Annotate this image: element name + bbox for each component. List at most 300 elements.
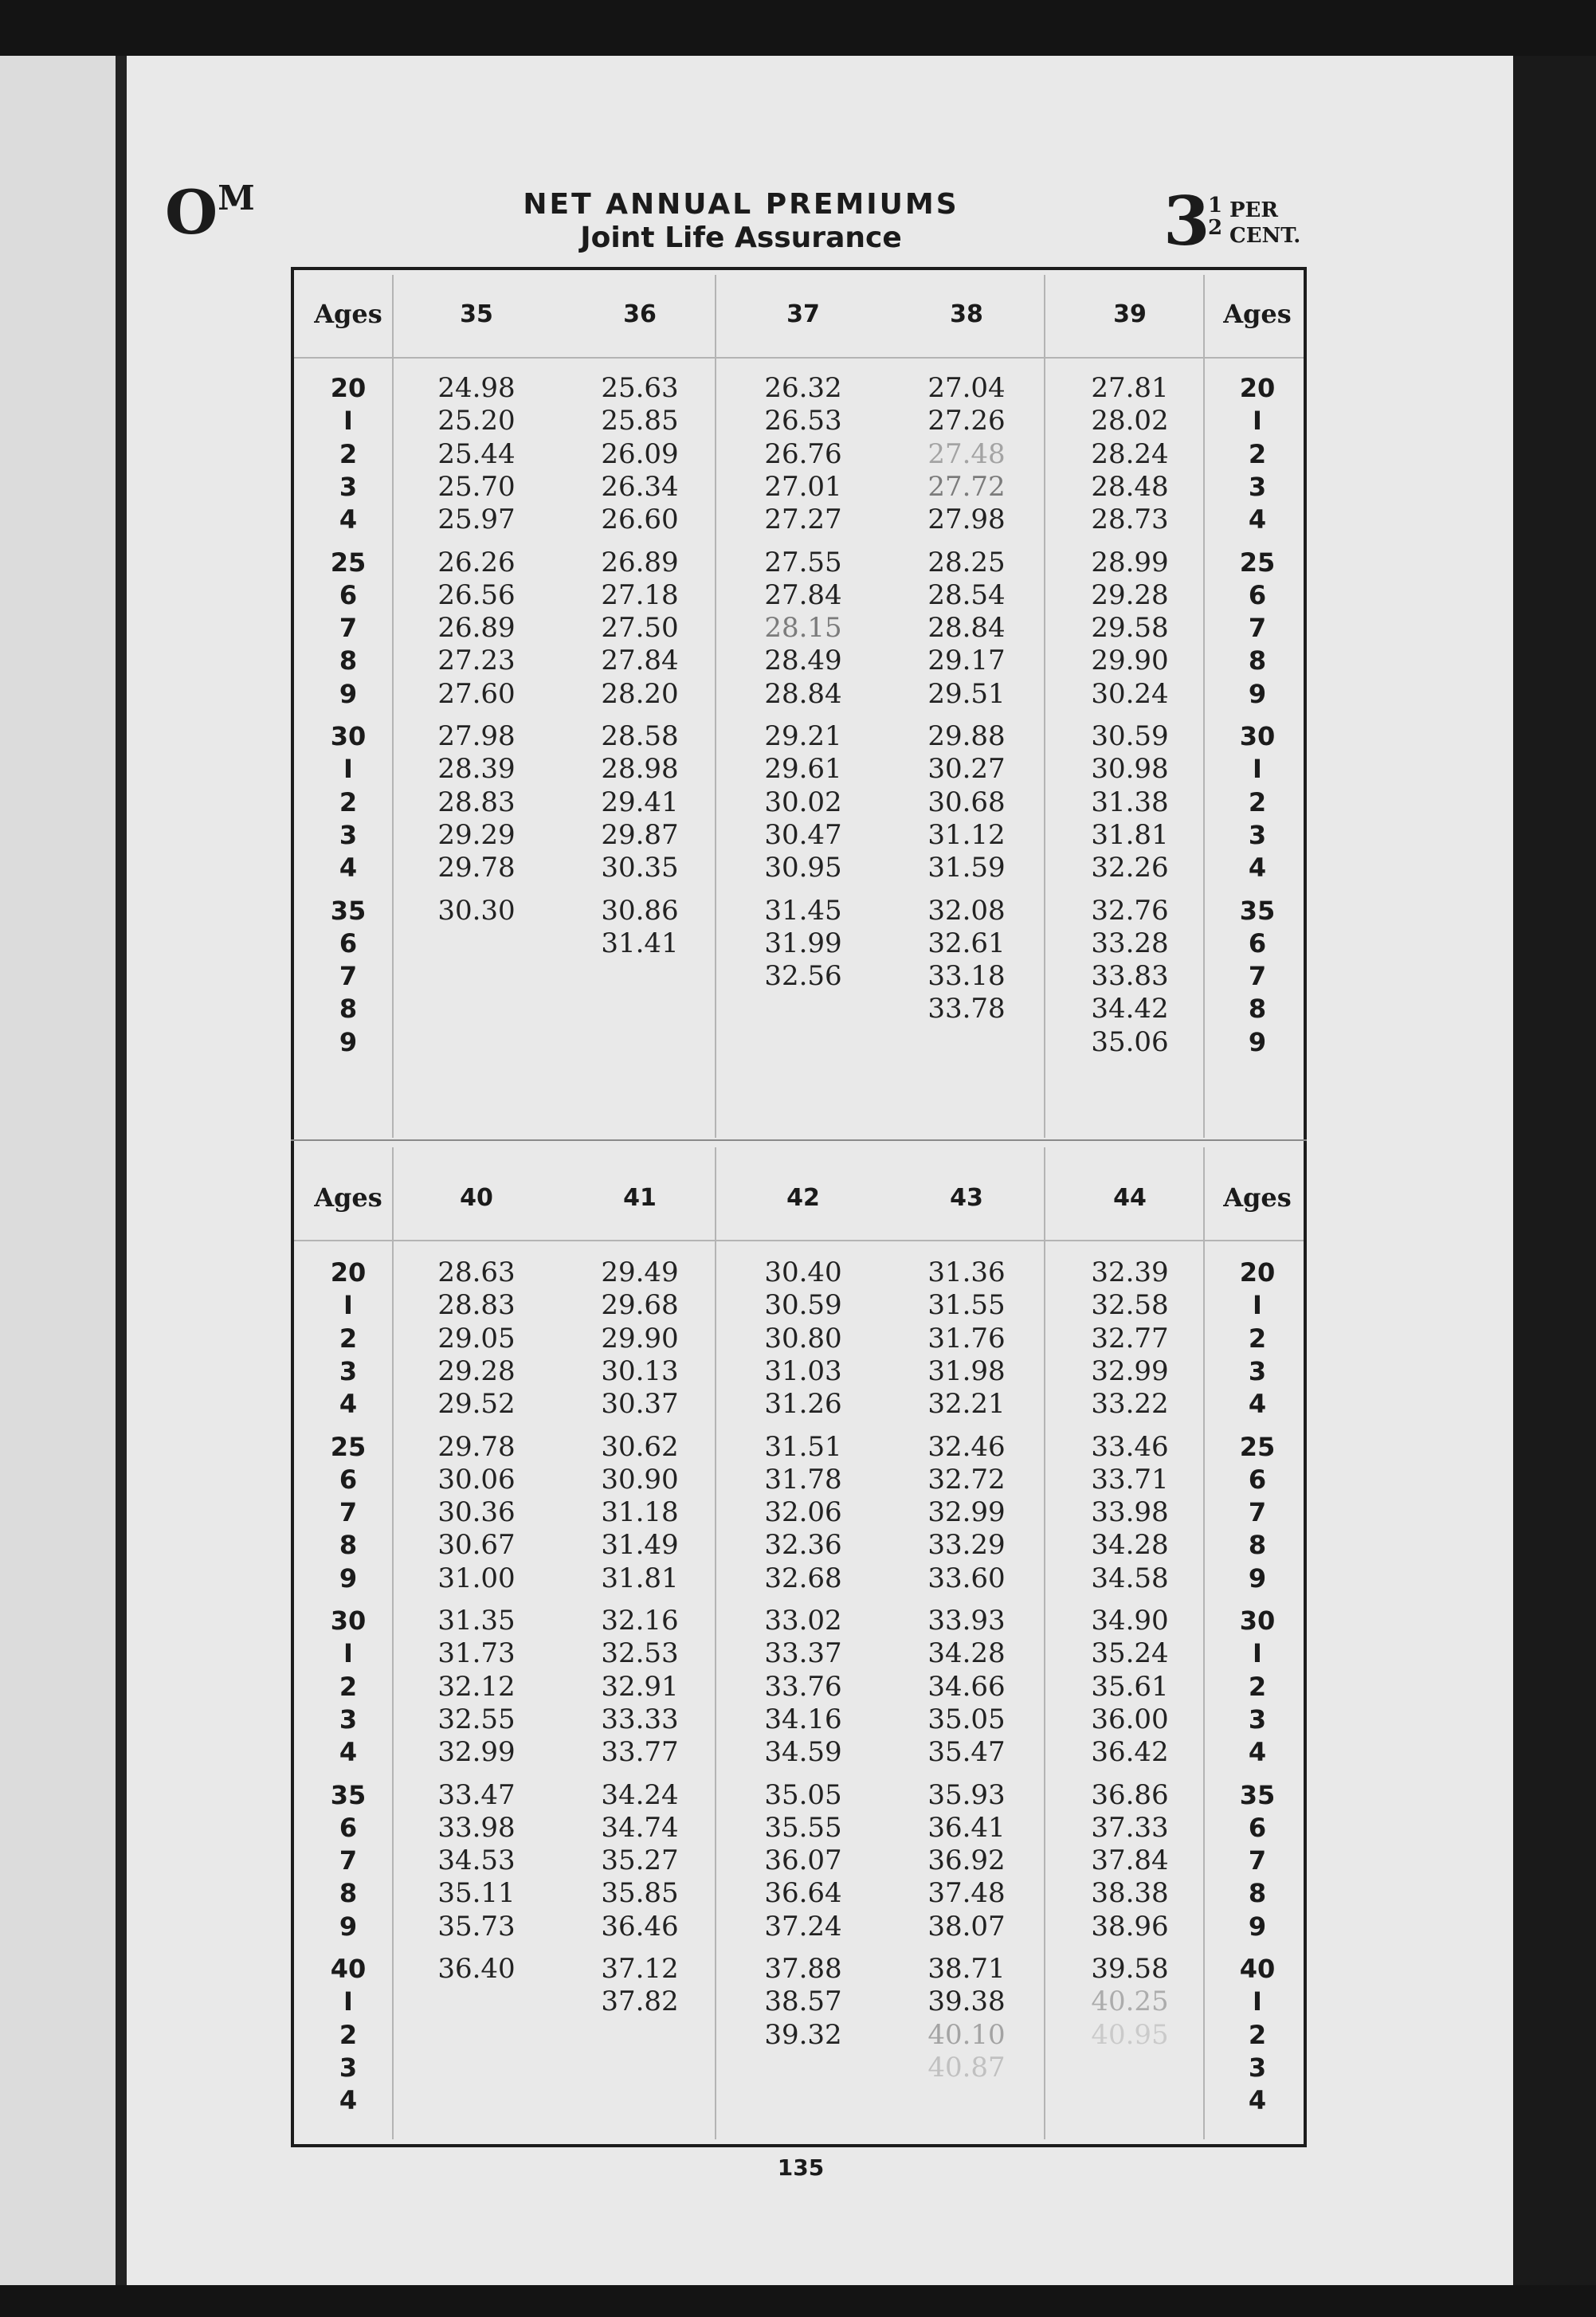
premium-cell: 30.59 bbox=[764, 1289, 842, 1322]
premium-cell: 39.32 bbox=[764, 2018, 842, 2051]
premium-cell: 27.84 bbox=[601, 645, 679, 677]
premium-cell: 28.25 bbox=[927, 546, 1006, 578]
premium-cell: 35.05 bbox=[764, 1778, 842, 1811]
age-label-right: 4 bbox=[1248, 504, 1267, 535]
premium-cell: 27.18 bbox=[601, 578, 679, 611]
premium-cell: 31.99 bbox=[764, 927, 842, 959]
premium-cell: 40.95 bbox=[1091, 2018, 1169, 2051]
premium-cell: 30.68 bbox=[927, 786, 1006, 818]
premium-cell: 36.00 bbox=[1091, 1703, 1169, 1735]
premium-cell: 31.59 bbox=[927, 852, 1006, 884]
premium-cell: 25.85 bbox=[601, 405, 679, 437]
premium-cell: 35.93 bbox=[927, 1778, 1006, 1811]
age-label-right: 3 bbox=[1248, 2052, 1267, 2083]
age-label-right: 2 bbox=[1248, 1323, 1267, 1354]
column-header-age-40: 40 bbox=[460, 1184, 493, 1212]
premium-cell: 32.21 bbox=[927, 1388, 1006, 1421]
premium-cell: 31.76 bbox=[927, 1322, 1006, 1355]
premium-cell: 38.96 bbox=[1091, 1910, 1169, 1943]
age-label-left: 8 bbox=[339, 1530, 358, 1561]
interest-rate-whole: 3 bbox=[1163, 182, 1210, 261]
premium-cell: 32.76 bbox=[1091, 894, 1169, 927]
premium-cell: 31.98 bbox=[927, 1355, 1006, 1387]
premium-cell: 31.03 bbox=[764, 1355, 842, 1387]
premium-cell: 30.06 bbox=[437, 1463, 516, 1496]
age-label-right: 30 bbox=[1239, 721, 1276, 751]
premium-cell: 26.34 bbox=[601, 470, 679, 503]
column-header-age-44: 44 bbox=[1113, 1184, 1147, 1212]
premium-cell: 37.48 bbox=[927, 1877, 1006, 1910]
premium-cell: 26.89 bbox=[601, 546, 679, 578]
age-label-right: 6 bbox=[1248, 579, 1267, 610]
column-header-age-39: 39 bbox=[1113, 300, 1147, 328]
age-label-right: 6 bbox=[1248, 1464, 1267, 1495]
premium-cell: 32.06 bbox=[764, 1496, 842, 1529]
premium-cell: 38.07 bbox=[927, 1910, 1006, 1943]
premium-cell: 30.37 bbox=[601, 1388, 679, 1421]
premium-cell: 33.28 bbox=[1091, 927, 1169, 959]
fraction-denominator: 2 bbox=[1207, 216, 1223, 240]
age-label-left: 8 bbox=[339, 994, 358, 1025]
age-label-right: I bbox=[1253, 754, 1262, 785]
premium-cell: 25.44 bbox=[437, 437, 516, 470]
age-label-left: 6 bbox=[339, 1464, 358, 1495]
age-label-right: 3 bbox=[1248, 471, 1267, 502]
page-subtitle: Joint Life Assurance bbox=[580, 222, 902, 254]
premium-cell: 38.71 bbox=[927, 1953, 1006, 1985]
premium-cell: 27.50 bbox=[601, 612, 679, 645]
interest-rate-unit bbox=[1229, 198, 1300, 249]
premium-cell: 25.97 bbox=[437, 504, 516, 536]
premium-cell: 30.47 bbox=[764, 818, 842, 851]
book-binding bbox=[116, 56, 127, 2285]
age-label-left: 4 bbox=[339, 2085, 358, 2116]
page-title: NET ANNUAL PREMIUMS bbox=[523, 188, 959, 221]
premium-cell: 27.23 bbox=[437, 645, 516, 677]
age-label-left: 30 bbox=[330, 1605, 367, 1636]
age-label-left: 25 bbox=[330, 1431, 367, 1462]
age-label-right: 25 bbox=[1239, 1431, 1276, 1462]
premium-cell: 29.41 bbox=[601, 786, 679, 818]
age-label-right: 20 bbox=[1239, 373, 1276, 403]
premium-cell: 34.59 bbox=[764, 1736, 842, 1769]
premium-cell: 34.24 bbox=[601, 1778, 679, 1811]
premium-cell: 33.18 bbox=[927, 960, 1006, 993]
premium-cell: 31.51 bbox=[764, 1430, 842, 1463]
premium-cell: 31.38 bbox=[1091, 786, 1169, 818]
age-label-right: 4 bbox=[1248, 1737, 1267, 1768]
premium-cell: 28.49 bbox=[764, 645, 842, 677]
premium-cell: 33.47 bbox=[437, 1778, 516, 1811]
premium-cell: 36.46 bbox=[601, 1910, 679, 1943]
premium-cell: 32.99 bbox=[1091, 1355, 1169, 1387]
premium-cell: 28.20 bbox=[601, 677, 679, 710]
premium-cell: 30.02 bbox=[764, 786, 842, 818]
age-label-left: 7 bbox=[339, 1845, 358, 1876]
column-header-age-42: 42 bbox=[786, 1184, 820, 1212]
premium-cell: 28.83 bbox=[437, 1289, 516, 1322]
age-label-left: 3 bbox=[339, 2052, 358, 2083]
premium-cell: 30.67 bbox=[437, 1529, 516, 1562]
age-label-right: 7 bbox=[1248, 961, 1267, 992]
age-label-left: 2 bbox=[339, 1323, 358, 1354]
age-label-left: 3 bbox=[339, 819, 358, 850]
premium-cell: 28.84 bbox=[764, 677, 842, 710]
premium-cell: 27.98 bbox=[437, 720, 516, 752]
column-rule bbox=[715, 1147, 716, 2139]
ages-header-right: Ages bbox=[1223, 299, 1292, 329]
premium-cell: 25.70 bbox=[437, 470, 516, 503]
premium-cell: 33.37 bbox=[764, 1637, 842, 1670]
age-label-right: 2 bbox=[1248, 2019, 1267, 2050]
premium-cell: 36.92 bbox=[927, 1845, 1006, 1877]
header-rule bbox=[294, 357, 1304, 359]
column-header-age-37: 37 bbox=[786, 300, 820, 328]
age-label-right: 2 bbox=[1248, 1671, 1267, 1702]
ages-header-left: Ages bbox=[314, 1182, 382, 1213]
age-label-left: I bbox=[343, 1986, 353, 2017]
age-label-left: 7 bbox=[339, 961, 358, 992]
premium-cell: 32.61 bbox=[927, 927, 1006, 959]
premium-cell: 27.26 bbox=[927, 405, 1006, 437]
age-label-right: 8 bbox=[1248, 994, 1267, 1025]
fraction-numerator: 1 bbox=[1207, 194, 1223, 218]
premium-cell: 29.28 bbox=[1091, 578, 1169, 611]
age-label-left: 4 bbox=[339, 504, 358, 535]
premium-cell: 35.27 bbox=[601, 1845, 679, 1877]
premium-cell: 35.06 bbox=[1091, 1025, 1169, 1058]
premium-cell: 34.28 bbox=[927, 1637, 1006, 1670]
scan-right-border bbox=[1513, 56, 1596, 2285]
premium-cell: 29.90 bbox=[601, 1322, 679, 1355]
age-label-right: 9 bbox=[1248, 1911, 1267, 1942]
age-label-left: 3 bbox=[339, 1703, 358, 1735]
premium-cell: 38.57 bbox=[764, 1986, 842, 2018]
age-label-left: I bbox=[343, 1638, 353, 1669]
premium-cell: 30.95 bbox=[764, 852, 842, 884]
premium-cell: 29.58 bbox=[1091, 612, 1169, 645]
premium-cell: 24.98 bbox=[437, 372, 516, 404]
premium-cell: 26.56 bbox=[437, 578, 516, 611]
premium-cell: 29.28 bbox=[437, 1355, 516, 1387]
age-label-left: 2 bbox=[339, 2019, 358, 2050]
age-label-left: 40 bbox=[330, 1954, 367, 1984]
premium-cell: 32.72 bbox=[927, 1463, 1006, 1496]
premium-cell: 29.05 bbox=[437, 1322, 516, 1355]
age-label-left: 4 bbox=[339, 1737, 358, 1768]
age-label-left: 2 bbox=[339, 786, 358, 817]
scan-bottom-border bbox=[0, 2285, 1596, 2317]
age-label-left: 35 bbox=[330, 1779, 367, 1810]
premium-cell: 36.42 bbox=[1091, 1736, 1169, 1769]
premium-cell: 35.47 bbox=[927, 1736, 1006, 1769]
premium-cell: 33.02 bbox=[764, 1605, 842, 1637]
premium-cell: 34.42 bbox=[1091, 993, 1169, 1025]
premium-cell: 29.88 bbox=[927, 720, 1006, 752]
premium-cell: 32.46 bbox=[927, 1430, 1006, 1463]
premium-cell: 30.24 bbox=[1091, 677, 1169, 710]
age-label-right: I bbox=[1253, 1638, 1262, 1669]
table-code-letter: O bbox=[165, 177, 218, 248]
premium-cell: 28.73 bbox=[1091, 504, 1169, 536]
table-code bbox=[165, 177, 255, 248]
age-label-right: 4 bbox=[1248, 2085, 1267, 2116]
age-label-left: 3 bbox=[339, 1355, 358, 1386]
age-label-right: 4 bbox=[1248, 1389, 1267, 1420]
premium-cell: 28.84 bbox=[927, 612, 1006, 645]
age-label-right: 20 bbox=[1239, 1257, 1276, 1288]
age-label-left: 2 bbox=[339, 1671, 358, 1702]
premium-cell: 25.20 bbox=[437, 405, 516, 437]
age-label-right: 4 bbox=[1248, 853, 1267, 884]
premium-cell: 37.88 bbox=[764, 1953, 842, 1985]
premium-cell: 26.76 bbox=[764, 437, 842, 470]
premium-cell: 30.62 bbox=[601, 1430, 679, 1463]
premium-cell: 40.87 bbox=[927, 2051, 1006, 2084]
premium-cell: 33.71 bbox=[1091, 1463, 1169, 1496]
age-label-right: 40 bbox=[1239, 1954, 1276, 1984]
premium-cell: 32.68 bbox=[764, 1562, 842, 1594]
premium-cell: 31.26 bbox=[764, 1388, 842, 1421]
age-label-left: 7 bbox=[339, 1497, 358, 1528]
premium-cell: 34.66 bbox=[927, 1670, 1006, 1703]
age-label-left: 25 bbox=[330, 547, 367, 578]
age-label-right: I bbox=[1253, 1986, 1262, 2017]
premium-cell: 32.26 bbox=[1091, 852, 1169, 884]
premium-cell: 27.72 bbox=[927, 470, 1006, 503]
section-divider bbox=[291, 1139, 1307, 1141]
premium-cell: 30.35 bbox=[601, 852, 679, 884]
premium-cell: 32.55 bbox=[437, 1703, 516, 1735]
age-label-right: 7 bbox=[1248, 1497, 1267, 1528]
premium-cell: 31.12 bbox=[927, 818, 1006, 851]
premium-cell: 33.76 bbox=[764, 1670, 842, 1703]
premium-cell: 28.54 bbox=[927, 578, 1006, 611]
age-label-right: 9 bbox=[1248, 1026, 1267, 1057]
age-label-left: 20 bbox=[330, 1257, 367, 1288]
age-label-right: 7 bbox=[1248, 613, 1267, 644]
premium-cell: 37.24 bbox=[764, 1910, 842, 1943]
premium-cell: 33.98 bbox=[437, 1811, 516, 1844]
premium-cell: 28.02 bbox=[1091, 405, 1169, 437]
premium-cell: 27.60 bbox=[437, 677, 516, 710]
premium-cell: 37.12 bbox=[601, 1953, 679, 1985]
age-label-left: 2 bbox=[339, 438, 358, 469]
premium-cell: 33.83 bbox=[1091, 960, 1169, 993]
age-label-left: 6 bbox=[339, 927, 358, 959]
age-label-right: 8 bbox=[1248, 1530, 1267, 1561]
premium-cell: 27.01 bbox=[764, 470, 842, 503]
premium-cell: 31.55 bbox=[927, 1289, 1006, 1322]
premium-cell: 35.85 bbox=[601, 1877, 679, 1910]
premium-cell: 32.08 bbox=[927, 894, 1006, 927]
premium-cell: 32.56 bbox=[764, 960, 842, 993]
premium-cell: 29.90 bbox=[1091, 645, 1169, 677]
age-label-right: 2 bbox=[1248, 438, 1267, 469]
age-label-left: I bbox=[343, 1290, 353, 1321]
premium-cell: 30.80 bbox=[764, 1322, 842, 1355]
premium-cell: 26.26 bbox=[437, 546, 516, 578]
premium-cell: 32.99 bbox=[927, 1496, 1006, 1529]
age-label-left: 9 bbox=[339, 1911, 358, 1942]
age-label-left: 4 bbox=[339, 1389, 358, 1420]
premium-cell: 30.27 bbox=[927, 753, 1006, 786]
age-label-right: 8 bbox=[1248, 645, 1267, 676]
premium-cell: 29.21 bbox=[764, 720, 842, 752]
header-rule bbox=[294, 1240, 1304, 1241]
premium-cell: 33.93 bbox=[927, 1605, 1006, 1637]
premium-cell: 37.84 bbox=[1091, 1845, 1169, 1877]
premium-cell: 30.13 bbox=[601, 1355, 679, 1387]
column-header-age-36: 36 bbox=[623, 300, 657, 328]
premium-cell: 30.30 bbox=[437, 894, 516, 927]
premium-cell: 40.25 bbox=[1091, 1986, 1169, 2018]
premium-cell: 32.91 bbox=[601, 1670, 679, 1703]
age-label-left: 9 bbox=[339, 678, 358, 709]
age-label-left: 9 bbox=[339, 1026, 358, 1057]
column-rule bbox=[1203, 1147, 1205, 2139]
age-label-right: 6 bbox=[1248, 1812, 1267, 1843]
premium-cell: 30.59 bbox=[1091, 720, 1169, 752]
rate-per-label: PER bbox=[1229, 198, 1278, 222]
premium-cell: 31.41 bbox=[601, 927, 679, 959]
premium-cell: 31.81 bbox=[1091, 818, 1169, 851]
premium-cell: 27.84 bbox=[764, 578, 842, 611]
premium-cell: 29.49 bbox=[601, 1257, 679, 1288]
premium-cell: 33.60 bbox=[927, 1562, 1006, 1594]
age-label-right: 2 bbox=[1248, 786, 1267, 817]
premium-cell: 32.36 bbox=[764, 1529, 842, 1562]
premium-cell: 28.15 bbox=[764, 612, 842, 645]
premium-cell: 32.58 bbox=[1091, 1289, 1169, 1322]
age-label-left: 35 bbox=[330, 895, 367, 926]
premium-cell: 28.99 bbox=[1091, 546, 1169, 578]
premium-cell: 27.98 bbox=[927, 504, 1006, 536]
premium-cell: 30.86 bbox=[601, 894, 679, 927]
column-rule bbox=[1044, 275, 1045, 1138]
facing-page-edge bbox=[0, 56, 116, 2285]
premium-cell: 35.11 bbox=[437, 1877, 516, 1910]
premium-cell: 34.28 bbox=[1091, 1529, 1169, 1562]
premium-cell: 35.24 bbox=[1091, 1637, 1169, 1670]
premium-cell: 33.77 bbox=[601, 1736, 679, 1769]
age-label-left: 30 bbox=[330, 721, 367, 751]
premium-cell: 38.38 bbox=[1091, 1877, 1169, 1910]
premium-cell: 30.90 bbox=[601, 1463, 679, 1496]
age-label-right: I bbox=[1253, 1290, 1262, 1321]
premium-cell: 31.49 bbox=[601, 1529, 679, 1562]
premium-cell: 33.29 bbox=[927, 1529, 1006, 1562]
premium-cell: 29.87 bbox=[601, 818, 679, 851]
premium-cell: 36.40 bbox=[437, 1953, 516, 1985]
premium-cell: 29.68 bbox=[601, 1289, 679, 1322]
premium-cell: 30.36 bbox=[437, 1496, 516, 1529]
premium-cell: 27.55 bbox=[764, 546, 842, 578]
premium-cell: 26.89 bbox=[437, 612, 516, 645]
interest-rate-fraction bbox=[1206, 194, 1225, 239]
column-header-age-38: 38 bbox=[950, 300, 983, 328]
premium-cell: 33.33 bbox=[601, 1703, 679, 1735]
premium-cell: 36.41 bbox=[927, 1811, 1006, 1844]
column-rule bbox=[1203, 275, 1205, 1138]
premium-cell: 26.32 bbox=[764, 372, 842, 404]
premium-cell: 33.98 bbox=[1091, 1496, 1169, 1529]
age-label-left: 8 bbox=[339, 1878, 358, 1909]
premium-cell: 28.39 bbox=[437, 753, 516, 786]
age-label-right: 7 bbox=[1248, 1845, 1267, 1876]
column-header-age-41: 41 bbox=[623, 1184, 657, 1212]
age-label-right: 35 bbox=[1239, 1779, 1276, 1810]
age-label-right: 3 bbox=[1248, 1703, 1267, 1735]
premium-cell: 35.55 bbox=[764, 1811, 842, 1844]
premium-cell: 34.90 bbox=[1091, 1605, 1169, 1637]
premium-cell: 27.27 bbox=[764, 504, 842, 536]
premium-cell: 28.98 bbox=[601, 753, 679, 786]
age-label-left: 6 bbox=[339, 579, 358, 610]
premium-cell: 36.86 bbox=[1091, 1778, 1169, 1811]
age-label-left: 8 bbox=[339, 645, 358, 676]
premium-cell: 32.12 bbox=[437, 1670, 516, 1703]
premium-cell: 33.46 bbox=[1091, 1430, 1169, 1463]
premium-cell: 39.38 bbox=[927, 1986, 1006, 2018]
column-header-age-35: 35 bbox=[460, 300, 493, 328]
age-label-right: 30 bbox=[1239, 1605, 1276, 1636]
premium-cell: 32.53 bbox=[601, 1637, 679, 1670]
age-label-left: I bbox=[343, 406, 353, 437]
age-label-right: 8 bbox=[1248, 1878, 1267, 1909]
premium-cell: 35.05 bbox=[927, 1703, 1006, 1735]
premium-cell: 29.17 bbox=[927, 645, 1006, 677]
premium-cell: 31.36 bbox=[927, 1257, 1006, 1288]
premium-cell: 40.10 bbox=[927, 2018, 1006, 2051]
age-label-right: 25 bbox=[1239, 547, 1276, 578]
premium-cell: 29.78 bbox=[437, 852, 516, 884]
premium-cell: 30.98 bbox=[1091, 753, 1169, 786]
premium-cell: 28.24 bbox=[1091, 437, 1169, 470]
rate-cent-label: CENT. bbox=[1229, 224, 1301, 248]
age-label-left: 9 bbox=[339, 1562, 358, 1594]
premium-cell: 32.39 bbox=[1091, 1257, 1169, 1288]
premium-cell: 29.29 bbox=[437, 818, 516, 851]
premium-cell: 31.35 bbox=[437, 1605, 516, 1637]
premium-cell: 26.09 bbox=[601, 437, 679, 470]
column-rule bbox=[715, 275, 716, 1138]
premium-cell: 34.53 bbox=[437, 1845, 516, 1877]
premium-cell: 32.16 bbox=[601, 1605, 679, 1637]
premium-cell: 29.61 bbox=[764, 753, 842, 786]
premium-cell: 27.04 bbox=[927, 372, 1006, 404]
age-label-right: 6 bbox=[1248, 927, 1267, 959]
premium-cell: 39.58 bbox=[1091, 1953, 1169, 1985]
column-rule bbox=[1044, 1147, 1045, 2139]
premium-cell: 32.77 bbox=[1091, 1322, 1169, 1355]
age-label-right: 35 bbox=[1239, 895, 1276, 926]
premium-cell: 37.82 bbox=[601, 1986, 679, 2018]
premium-cell: 27.81 bbox=[1091, 372, 1169, 404]
age-label-right: I bbox=[1253, 406, 1262, 437]
premium-cell: 34.58 bbox=[1091, 1562, 1169, 1594]
age-label-right: 9 bbox=[1248, 678, 1267, 709]
column-header-age-43: 43 bbox=[950, 1184, 983, 1212]
premium-cell: 32.99 bbox=[437, 1736, 516, 1769]
premium-cell: 28.48 bbox=[1091, 470, 1169, 503]
age-label-right: 9 bbox=[1248, 1562, 1267, 1594]
premium-cell: 36.64 bbox=[764, 1877, 842, 1910]
premium-cell: 27.48 bbox=[927, 437, 1006, 470]
age-label-right: 3 bbox=[1248, 1355, 1267, 1386]
premium-cell: 29.51 bbox=[927, 677, 1006, 710]
column-rule bbox=[392, 1147, 394, 2139]
